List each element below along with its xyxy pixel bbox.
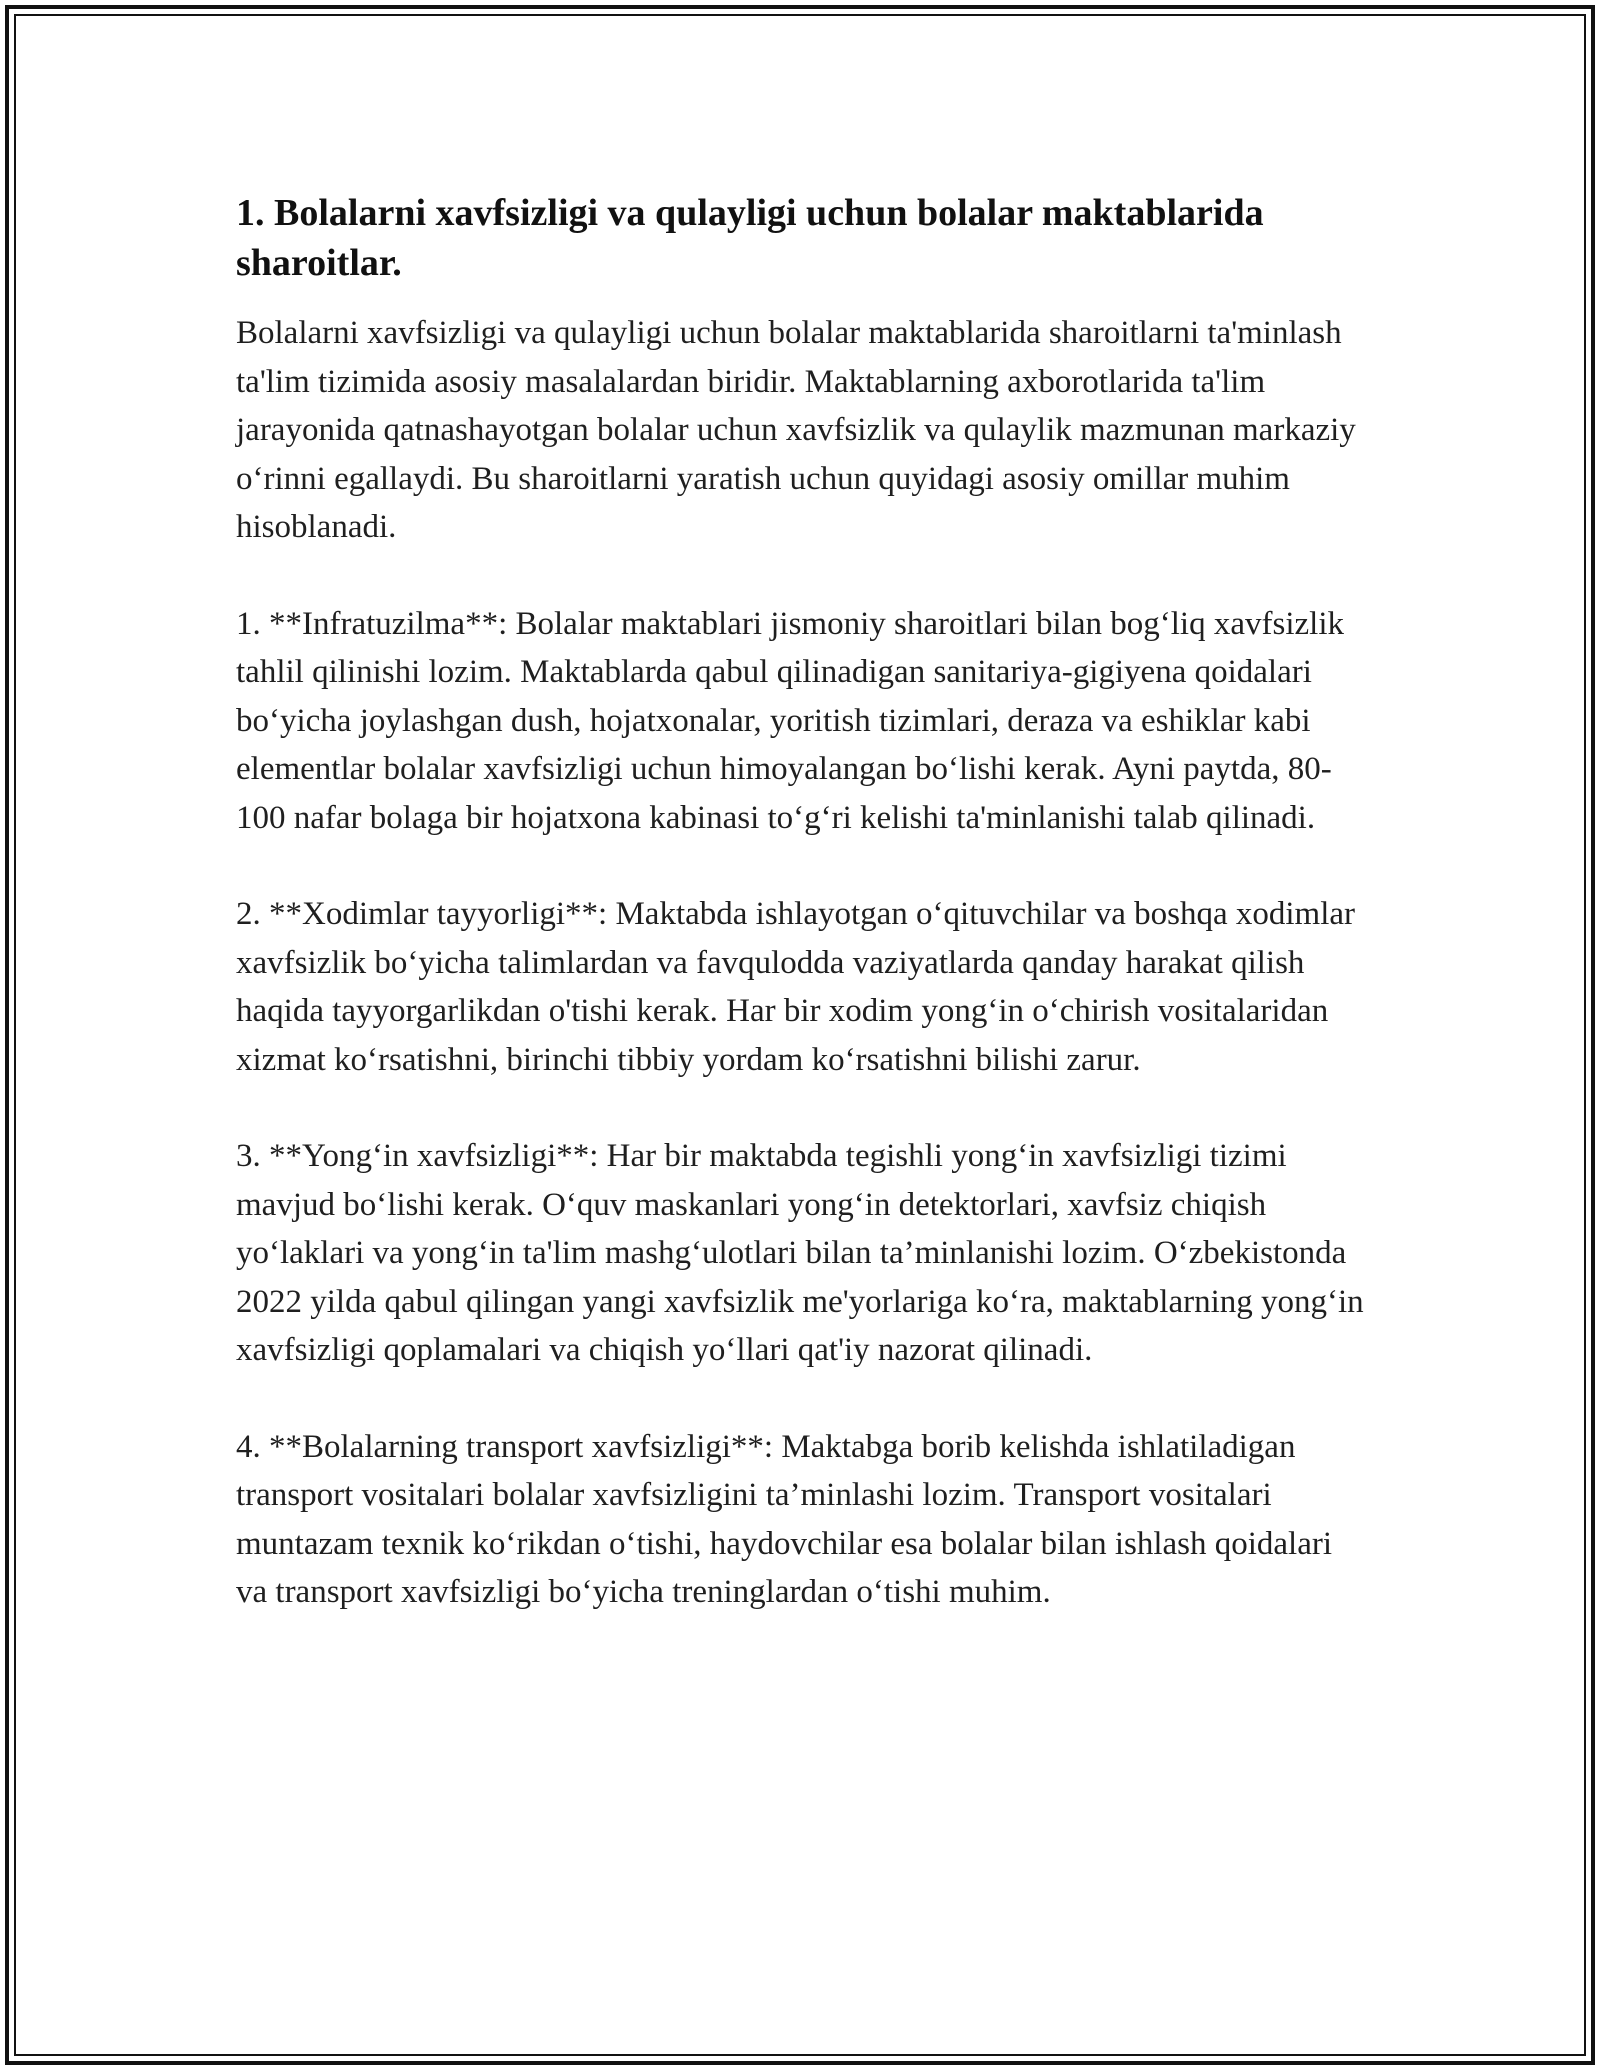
document-body xyxy=(236,188,1366,1665)
document-title: 1. Bolalarni xavfsizligi va qulayligi uchun bolalar maktablarida sharoitlar. xyxy=(236,192,1264,284)
paragraph-staff-readiness: 2. **Xodimlar tayyorligi**: Maktabda ishlayotgan o‘qituvchilar va boshqa xodimlar xavfsizlik bo‘yicha talimlardan va favqulodda vaziyatlarda qanday harakat qilish haqida tayyorgarlikdan o'tishi kerak. Har bir xodim yong‘in o‘chirish vositalaridan xizmat ko‘rsatishni, birinchi tibbiy yordam ko‘rsatishni bilishi zarur. xyxy=(236,896,1356,1078)
paragraph-fire-safety: 3. **Yong‘in xavfsizligi**: Har bir maktabda tegishli yong‘in xavfsizligi tizimi mavjud bo‘lishi kerak. O‘quv maskanlari yong‘in detektorlari, xavfsiz chiqish yo‘laklari va yong‘in ta'lim mashg‘ulotlari bilan ta’minlanishi lozim. O‘zbekistonda 2022 yilda qabul qilingan yangi xavfsizlik me'yorlariga ko‘ra, maktablarning yong‘in xavfsizligi qoplamalari va chiqish yo‘llari qat'iy nazorat qilinadi. xyxy=(236,1138,1364,1368)
intro-paragraph: Bolalarni xavfsizligi va qulayligi uchun bolalar maktablarida sharoitlarni ta'minlash ta'lim tizimida asosiy masalalardan biridir. Maktablarning axborotlarida ta'lim jarayonida qatnashayotgan bolalar uchun xavfsizlik va qulaylik mazmunan markaziy o‘rinni egallaydi. Bu sharoitlarni yaratish uchun quyidagi asosiy omillar muhim hisoblanadi. xyxy=(236,315,1356,545)
paragraph-transport-safety: 4. **Bolalarning transport xavfsizligi**: Maktabga borib kelishda ishlatiladigan transport vositalari bolalar xavfsizligini ta’minlashi lozim. Transport vositalari muntazam texnik ko‘rikdan o‘tishi, haydovchilar esa bolalar bilan ishlash qoidalari va transport xavfsizligi bo‘yicha treninglardan o‘tishi muhim. xyxy=(236,1428,1333,1610)
paragraph-infrastructure: 1. **Infratuzilma**: Bolalar maktablari jismoniy sharoitlari bilan bog‘liq xavfsizlik tahlil qilinishi lozim. Maktablarda qabul qilinadigan sanitariya-gigiyena qoidalari bo‘yicha joylashgan dush, hojatxonalar, yoritish tizimlari, deraza va eshiklar kabi elementlar bolalar xavfsizligi uchun himoyalangan bo‘lishi kerak. Ayni paytda, 80-100 nafar bolaga bir hojatxona kabinasi to‘g‘ri kelishi ta'minlanishi talab qilinadi. xyxy=(236,605,1344,836)
